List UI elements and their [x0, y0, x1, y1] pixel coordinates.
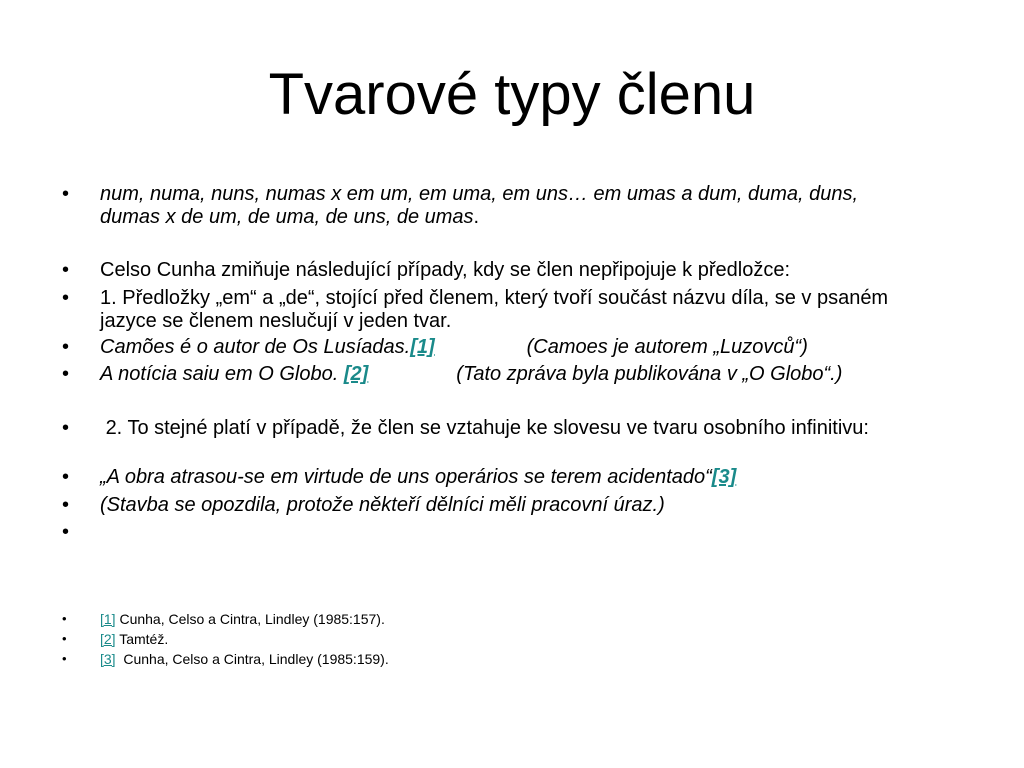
- bullet-text: Celso Cunha zmiňuje následující případy, kdy se člen nepřipojuje k předložce:: [100, 259, 791, 281]
- example-sentence: Camões é o autor de Os Lusíadas.: [100, 336, 411, 358]
- footnote-ref-link[interactable]: [2]: [343, 363, 369, 385]
- bullet-marker: •: [62, 466, 70, 488]
- footnote-citation: Cunha, Celso a Cintra, Lindley (1985:157).: [115, 611, 385, 627]
- bullet-marker: •: [62, 287, 70, 309]
- translation-text: (Camoes je autorem „Luzovců“): [526, 336, 808, 358]
- bullet-marker: •: [62, 631, 67, 646]
- example-sentence: „A obra atrasou-se em virtude de uns operários se terem acidentado“: [100, 466, 712, 488]
- bullet-marker: •: [62, 259, 70, 281]
- bullet-marker: •: [62, 494, 70, 516]
- footnote-ref-link[interactable]: [1]: [410, 336, 435, 358]
- footnote-citation: Tamtéž.: [115, 631, 169, 647]
- bullet-text: (Stavba se opozdila, protože někteří dělníci měli pracovní úraz.): [100, 494, 665, 516]
- bullet-text: 2. To stejné platí v případě, že člen se vztahuje ke slovesu ve tvaru osobního infinitivu:: [100, 417, 869, 439]
- bullet-text: [100, 336, 920, 359]
- footnote-text: [100, 651, 900, 667]
- bullet-marker: •: [62, 336, 70, 358]
- footnote-link[interactable]: [2]: [100, 631, 116, 647]
- bullet-marker: •: [62, 521, 70, 543]
- slide-title: Tvarové typy členu: [268, 62, 756, 127]
- translation-text: (Tato zpráva byla publikována v „O Globo“.): [456, 363, 843, 385]
- footnote-citation: Cunha, Celso a Cintra, Lindley (1985:159).: [115, 651, 389, 667]
- bullet-marker: •: [62, 417, 70, 439]
- bullet-text: [100, 183, 920, 229]
- footnote-text: [100, 631, 900, 647]
- bullet-text: [100, 466, 920, 489]
- bullet-marker: •: [62, 183, 70, 205]
- footnote-ref-link[interactable]: [3]: [711, 466, 737, 488]
- bullet-text: 1. Předložky „em“ a „de“, stojící před členem, který tvoří součást názvu díla, se v psaném jazyce se členem neslučují v jeden tvar.: [100, 287, 889, 332]
- bullet-marker: •: [62, 611, 67, 626]
- bullet-marker: •: [62, 363, 70, 385]
- article-forms-text: num, numa, nuns, numas x em um, em uma, em uns… em umas a dum, duma, duns, dumas x de um, de uma, de uns, de umas: [100, 183, 859, 228]
- footnote-link[interactable]: [1]: [100, 611, 116, 627]
- bullet-marker: •: [62, 651, 67, 666]
- example-sentence: A notícia saiu em O Globo.: [100, 363, 344, 385]
- period-text: .: [473, 206, 480, 228]
- bullet-text: [100, 363, 920, 386]
- footnote-text: [100, 611, 900, 627]
- footnote-link[interactable]: [3]: [100, 651, 116, 667]
